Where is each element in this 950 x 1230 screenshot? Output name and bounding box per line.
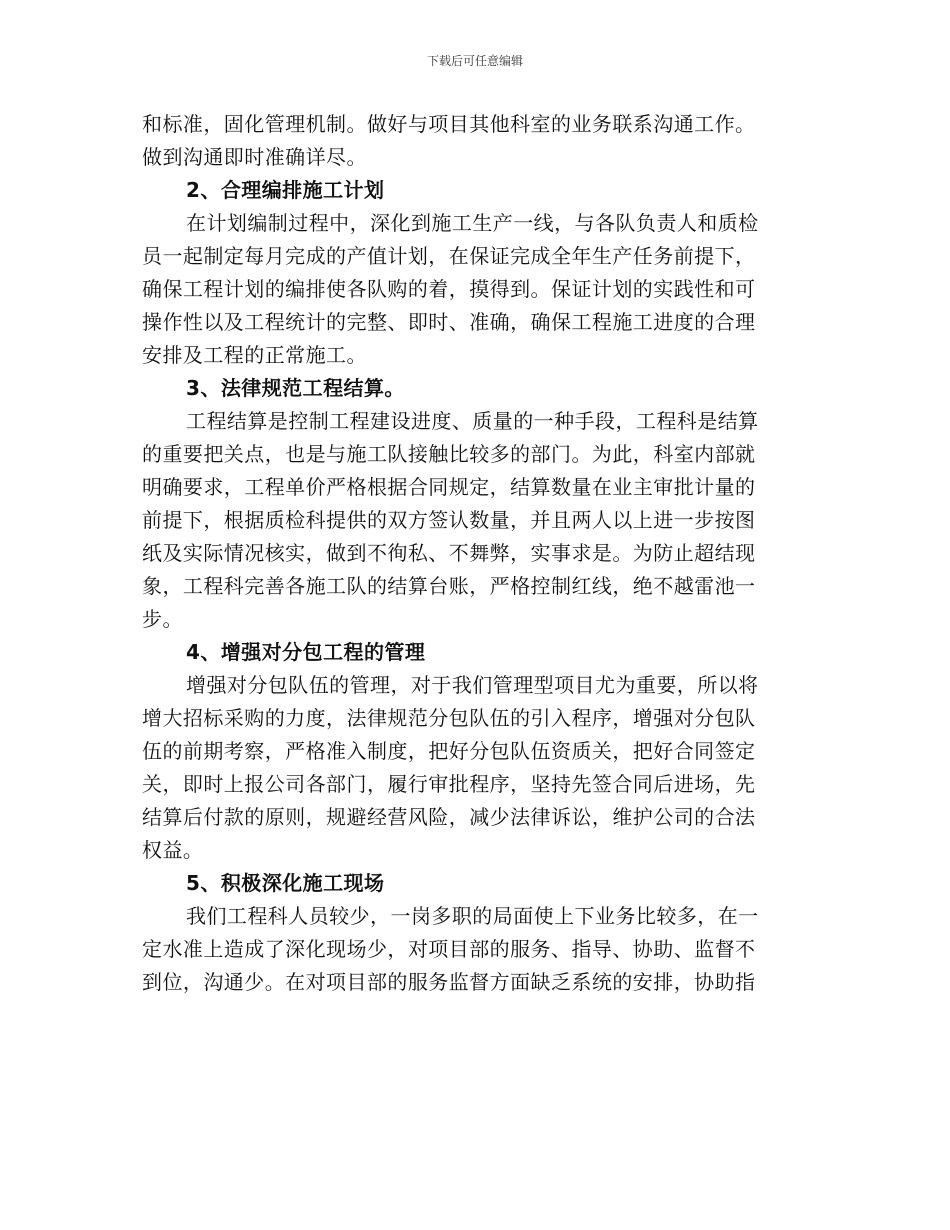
text-line: 操作性以及工程统计的完整、即时、准确，确保工程施工进度的合理 — [142, 310, 756, 334]
text-line: 安排及工程的正常施工。 — [142, 343, 367, 367]
text-line: 伍的前期考察，严格准入制度，把好分包队伍资质关，把好合同签定 — [142, 739, 756, 763]
paragraph-section-4 — [142, 669, 810, 867]
text-line: 工程结算是控制工程建设进度、质量的一种手段，工程科是结算 — [186, 409, 759, 433]
section-heading-3: 3、法律规范工程结算。 — [186, 376, 405, 400]
paragraph-section-2 — [142, 207, 810, 372]
text-line: 前提下，根据质检科提供的双方签认数量，并且两人以上进一步按图 — [142, 508, 756, 532]
text-line: 关，即时上报公司各部门，履行审批程序，坚持先签合同后进场，先 — [142, 772, 756, 796]
text-line: 的重要把关点，也是与施工队接触比较多的部门。为此，科室内部就 — [142, 442, 756, 466]
paragraph-section-3 — [142, 405, 810, 636]
text-line: 象，工程科完善各施工队的结算台账，严格控制红线，绝不越雷池一 — [142, 574, 756, 598]
document-body — [142, 108, 810, 999]
text-line: 在计划编制过程中，深化到施工生产一线，与各队负责人和质检 — [186, 211, 759, 235]
section-heading-5: 5、积极深化施工现场 — [186, 871, 385, 895]
text-line: 确保工程计划的编排使各队购的着，摸得到。保证计划的实践性和可 — [142, 277, 756, 301]
text-line: 到位，沟通少。在对项目部的服务监督方面缺乏系统的安排，协助指 — [142, 970, 756, 994]
text-line: 员一起制定每月完成的产值计划，在保证完成全年生产任务前提下， — [142, 244, 756, 268]
section-heading-2: 2、合理编排施工计划 — [186, 178, 385, 202]
text-line: 权益。 — [142, 838, 204, 862]
text-line: 纸及实际情况核实，做到不徇私、不舞弊，实事求是。为防止超结现 — [142, 541, 756, 565]
text-line: 增强对分包队伍的管理，对于我们管理型项目尤为重要，所以将 — [186, 673, 759, 697]
text-line: 我们工程科人员较少，一岗多职的局面使上下业务比较多，在一 — [186, 904, 759, 928]
text-line: 结算后付款的原则，规避经营风险，减少法律诉讼，维护公司的合法 — [142, 805, 756, 829]
text-line: 明确要求，工程单价严格根据合同规定，结算数量在业主审批计量的 — [142, 475, 756, 499]
text-line: 步。 — [142, 607, 183, 631]
text-line: 定水准上造成了深化现场少，对项目部的服务、指导、协助、监督不 — [142, 937, 756, 961]
paragraph-section-5 — [142, 900, 810, 999]
page-header: 下载后可任意编辑 — [426, 54, 523, 68]
text-line: 和标准，固化管理机制。做好与项目其他科室的业务联系沟通工作。 — [142, 112, 756, 136]
text-line: 做到沟通即时准确详尽。 — [142, 145, 367, 169]
section-heading-4: 4、增强对分包工程的管理 — [186, 640, 426, 664]
text-line: 增大招标采购的力度，法律规范分包队伍的引入程序，增强对分包队 — [142, 706, 756, 730]
paragraph-intro — [142, 108, 810, 174]
